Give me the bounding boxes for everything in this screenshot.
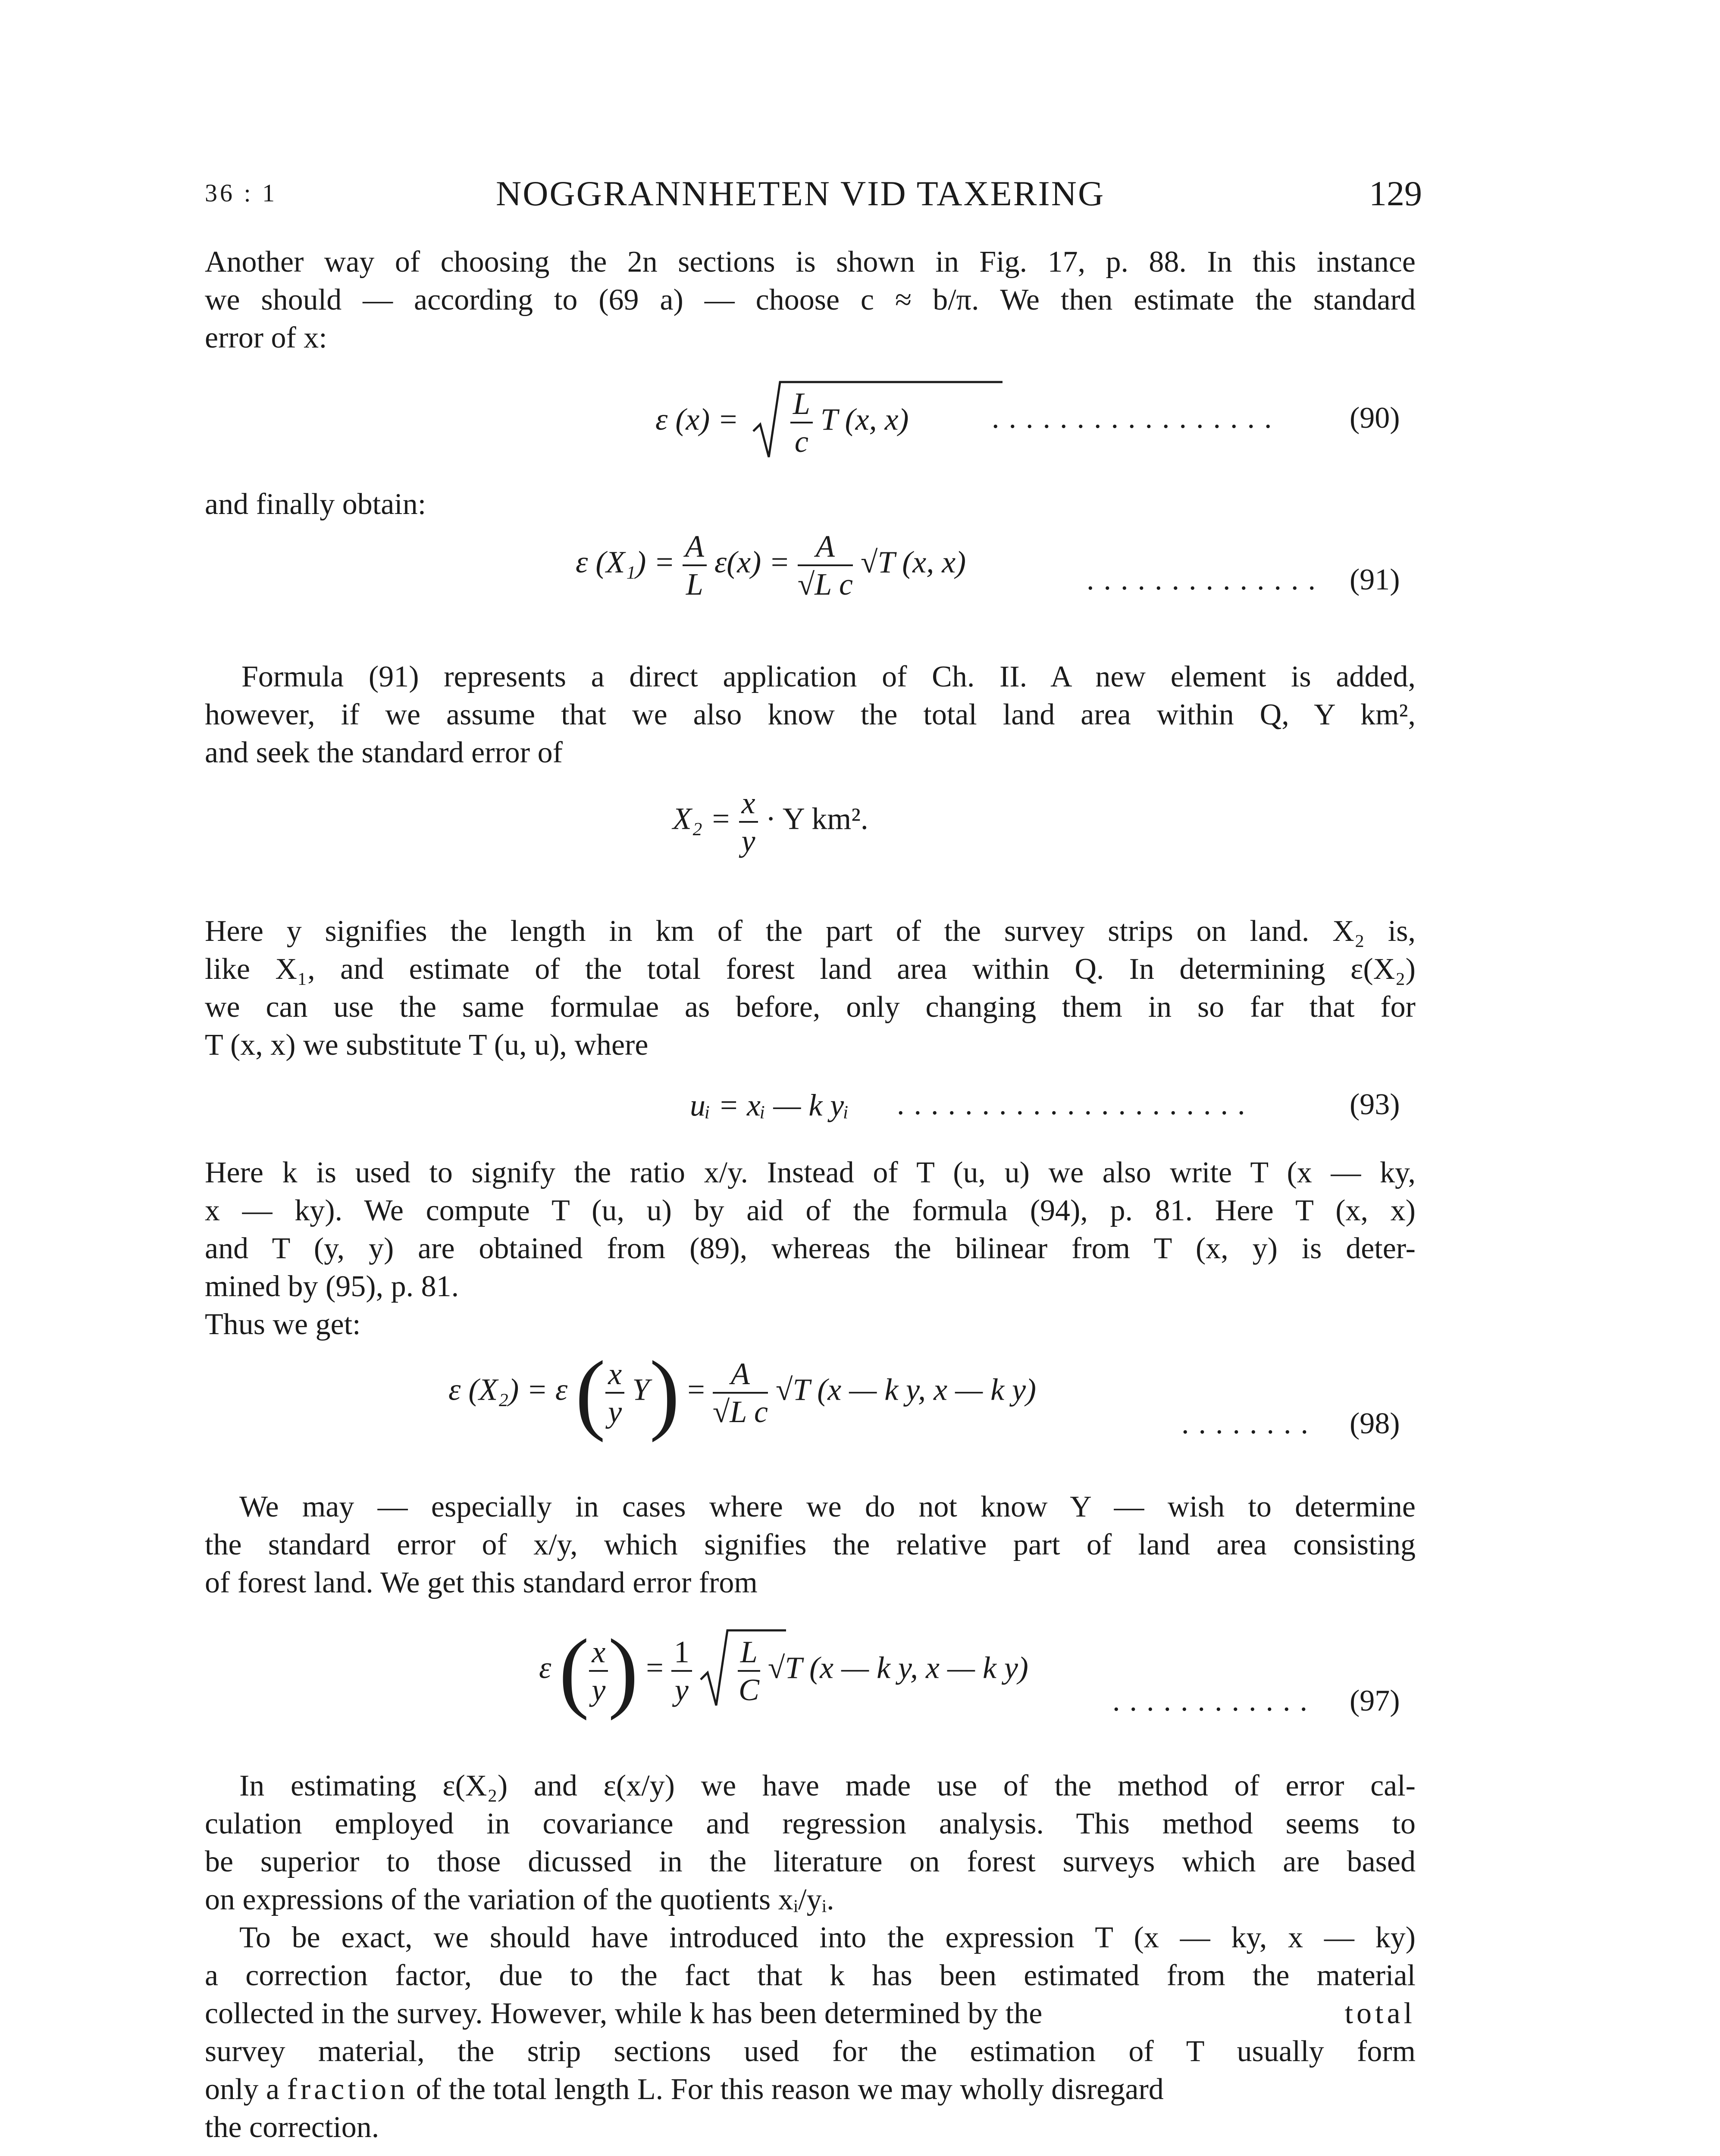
text-line: and T (y, y) are obtained from (89), whereas the bilinear from T (x, y) is deter- xyxy=(205,1232,1416,1265)
equation-number-93: (93) xyxy=(1350,1088,1400,1121)
text-line: Another way of choosing the 2n sections is shown in Fig. 17, p. 88. In this instance xyxy=(205,245,1416,279)
text-line: and seek the standard error of xyxy=(205,736,563,769)
text-line: we should — according to (69 a) — choose c ≈ b/π. We then estimate the standard xyxy=(205,283,1416,317)
equation-90: ε (x) = $\frac{L}{c}$ T (x, x) xyxy=(655,379,909,466)
text-line: Here y signifies the length in km of the part of the survey strips on land. X₂ is, xyxy=(205,915,1416,948)
equation-number-90: (90) xyxy=(1350,401,1400,435)
spaced-emphasis: fraction xyxy=(287,2073,409,2106)
text-line: Here k is used to signify the ratio x/y. Instead of T (u, u) we also write T (x — ky, xyxy=(205,1156,1416,1189)
text-line: We may — especially in cases where we do not know Y — wish to determine xyxy=(239,1490,1416,1523)
leader-dots: ........ xyxy=(1181,1407,1318,1440)
text-line: error of x: xyxy=(205,321,327,354)
text-span: collected in the survey. However, while k has been determined by the xyxy=(205,1997,1043,2030)
text-line: x — ky). We compute T (u, u) by aid of the formula (94), p. 81. Here T (x, x) xyxy=(205,1194,1416,1227)
equation-x2: X₂ = $\frac{x}{y}$ · Y km². xyxy=(673,786,868,858)
leader-dots: ..................... xyxy=(897,1088,1255,1121)
equation-number-91: (91) xyxy=(1350,563,1400,596)
text-line: survey material, the strip sections used for the estimation of T usually form xyxy=(205,2035,1416,2068)
text-line: the standard error of x/y, which signifies the relative part of land area consisting xyxy=(205,1528,1416,1561)
running-head-left: 36 : 1 xyxy=(205,179,278,207)
text-line: culation employed in covariance and regression analysis. This method seems to xyxy=(205,1807,1416,1840)
text-line: we can use the same formulae as before, only changing them in so far that for xyxy=(205,990,1416,1024)
running-head-title: NOGGRANNHETEN VID TAXERING xyxy=(496,174,1105,213)
leader-dots: ................. xyxy=(992,401,1281,435)
text-line: a correction factor, due to the fact that k has been estimated from the material xyxy=(205,1959,1416,1992)
equation-91: ε (X₁) = $\frac{A}{L}$ ε(x) = $\frac{A}{\text{√L c}}$ √T (x, x) xyxy=(576,529,966,602)
text-line: like X₁, and estimate of the total forest land area within Q. In determining ε(X₂) xyxy=(205,953,1416,986)
text-line: of forest land. We get this standard error from xyxy=(205,1566,758,1599)
equation-number-98: (98) xyxy=(1350,1407,1400,1440)
text-line: In estimating ε(X₂) and ε(x/y) we have made use of the method of error cal- xyxy=(239,1769,1416,1802)
text-line: on expressions of the variation of the quotients xᵢ/yᵢ. xyxy=(205,1883,834,1916)
text-line xyxy=(205,1996,1416,2031)
text-line: the correction. xyxy=(205,2111,379,2144)
equation-97: ε ( $\frac{x}{y}$ ) = $\frac{1}{y}$ $\frac{L}{C}$ √T (x — k y, x — k y) xyxy=(539,1621,1028,1721)
equation-98: ε (X₂) = ε ( $\frac{x}{y}$ Y) = $\frac{A}{\text{√L c}}$ √T (x — k y, x — k y) xyxy=(448,1343,1037,1443)
page-number: 129 xyxy=(1369,174,1422,213)
text-line xyxy=(205,2072,1416,2107)
text-line: however, if we assume that we also know the total land area within Q, Y km², xyxy=(205,698,1416,731)
text-line: mined by (95), p. 81. xyxy=(205,1270,459,1303)
text-line: Thus we get: xyxy=(205,1308,361,1341)
spaced-emphasis: total xyxy=(1344,1997,1416,2030)
equation-number-97: (97) xyxy=(1350,1684,1400,1717)
text-line: and finally obtain: xyxy=(205,488,426,521)
text-line: To be exact, we should have introduced into the expression T (x — ky, x — ky) xyxy=(239,1921,1416,1954)
text-span: of the total length L. For this reason we may wholly disregard xyxy=(416,2073,1164,2106)
text-line: T (x, x) we substitute T (u, u), where xyxy=(205,1028,649,1062)
leader-dots: .............. xyxy=(1087,563,1325,596)
leader-dots: ............ xyxy=(1112,1684,1317,1717)
text-line: Formula (91) represents a direct application of Ch. II. A new element is added, xyxy=(241,660,1416,693)
equation-93: uᵢ = xᵢ — k yᵢ xyxy=(690,1088,849,1122)
text-line: be superior to those dicussed in the literature on forest surveys which are based xyxy=(205,1845,1416,1878)
text-span: only a xyxy=(205,2073,280,2106)
